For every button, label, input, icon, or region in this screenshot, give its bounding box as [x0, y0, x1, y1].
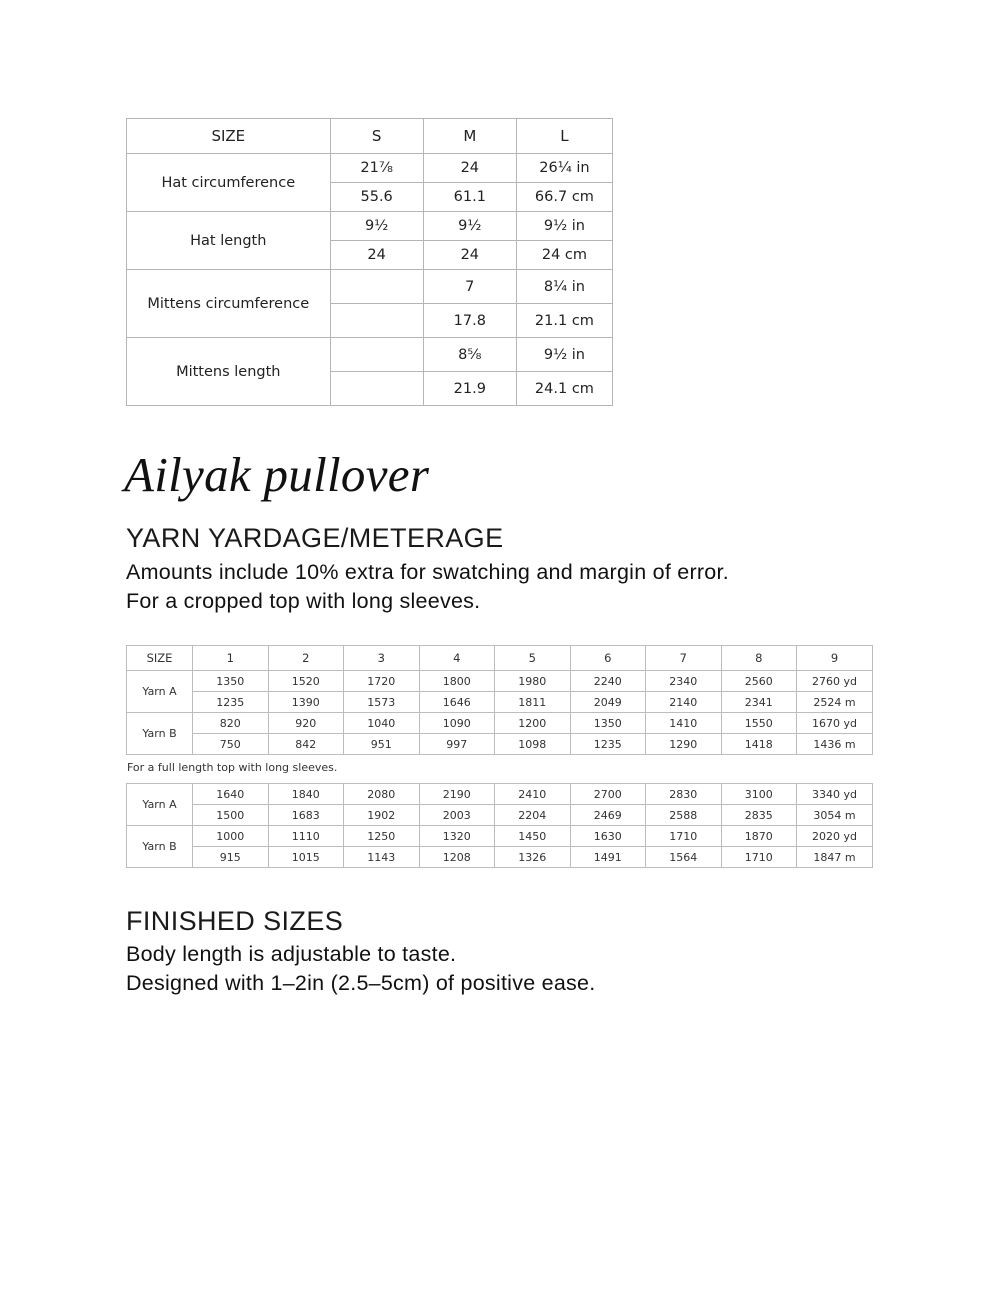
cell: 2700 [570, 784, 646, 805]
cell: 1143 [344, 847, 420, 868]
header-cell: 9 [797, 646, 873, 671]
cell: 2340 [646, 671, 722, 692]
yardage-body [127, 784, 873, 868]
cell: 1491 [570, 847, 646, 868]
cell: 951 [344, 734, 420, 755]
table-row [127, 692, 873, 713]
cell [330, 304, 423, 338]
table-row [127, 212, 613, 241]
cell: 1870 [721, 826, 797, 847]
cell: 1640 [193, 784, 269, 805]
cell: 55.6 [330, 183, 423, 212]
cell: 1200 [495, 713, 571, 734]
header-cell: 6 [570, 646, 646, 671]
cell: 2560 [721, 671, 797, 692]
cell: 1208 [419, 847, 495, 868]
cell: 1683 [268, 805, 344, 826]
cell: 21⅞ [330, 154, 423, 183]
finished-note-length: Body length is adjustable to taste. [126, 942, 457, 966]
cell: 1720 [344, 671, 420, 692]
table-row [127, 826, 873, 847]
table-row [127, 847, 873, 868]
header-cell: 4 [419, 646, 495, 671]
cell: 9½ [330, 212, 423, 241]
table-row [127, 270, 613, 304]
cell: 9½ in [516, 212, 612, 241]
cell: 915 [193, 847, 269, 868]
header-cell: 2 [268, 646, 344, 671]
size-table [126, 118, 613, 406]
header-cell: SIZE [127, 119, 331, 154]
cell: 1090 [419, 713, 495, 734]
cell: 1573 [344, 692, 420, 713]
cell: 24.1 cm [516, 372, 612, 406]
cell: 1630 [570, 826, 646, 847]
cell: 1235 [193, 692, 269, 713]
table-row [127, 671, 873, 692]
cell: 2410 [495, 784, 571, 805]
page-title: Ailyak pullover [124, 447, 430, 502]
cell: 17.8 [423, 304, 516, 338]
cell: 7 [423, 270, 516, 304]
cell [330, 270, 423, 304]
table-row [127, 734, 873, 755]
yarn-label: Yarn B [127, 826, 193, 868]
cell: 2020 yd [797, 826, 873, 847]
cell: 1410 [646, 713, 722, 734]
cell: 1450 [495, 826, 571, 847]
cell: 1646 [419, 692, 495, 713]
cell: 1847 m [797, 847, 873, 868]
cell: 920 [268, 713, 344, 734]
cell: 1500 [193, 805, 269, 826]
cell: 1326 [495, 847, 571, 868]
cell: 1000 [193, 826, 269, 847]
cell: 8¼ in [516, 270, 612, 304]
cell: 8⅝ [423, 338, 516, 372]
cell: 750 [193, 734, 269, 755]
yardage-header [127, 646, 873, 671]
cell: 1564 [646, 847, 722, 868]
cell: 2588 [646, 805, 722, 826]
header-cell: L [516, 119, 612, 154]
table-row [127, 805, 873, 826]
yardage-body [127, 671, 873, 755]
cell: 1390 [268, 692, 344, 713]
table-row [127, 784, 873, 805]
cell: 2049 [570, 692, 646, 713]
cell: 66.7 cm [516, 183, 612, 212]
cell [330, 372, 423, 406]
cell: 61.1 [423, 183, 516, 212]
cell: 2204 [495, 805, 571, 826]
cell [330, 338, 423, 372]
cell: 1902 [344, 805, 420, 826]
cell: 2524 m [797, 692, 873, 713]
cell: 2080 [344, 784, 420, 805]
cell: 820 [193, 713, 269, 734]
full-length-caption: For a full length top with long sleeves. [127, 761, 338, 774]
cell: 1015 [268, 847, 344, 868]
cell: 1710 [646, 826, 722, 847]
cell: 997 [419, 734, 495, 755]
row-label: Mittens length [127, 338, 331, 406]
cell: 2190 [419, 784, 495, 805]
cell: 24 cm [516, 241, 612, 270]
cell: 2140 [646, 692, 722, 713]
yarn-label: Yarn B [127, 713, 193, 755]
cell: 24 [330, 241, 423, 270]
table-row [127, 154, 613, 183]
cell: 2830 [646, 784, 722, 805]
header-cell: 1 [193, 646, 269, 671]
cropped-caption: For a cropped top with long sleeves. [126, 589, 481, 613]
cell: 9½ [423, 212, 516, 241]
header-cell: SIZE [127, 646, 193, 671]
cell: 1290 [646, 734, 722, 755]
cell: 1800 [419, 671, 495, 692]
finished-sizes-heading: FINISHED SIZES [126, 906, 344, 936]
yardage-heading: YARN YARDAGE/METERAGE [126, 523, 504, 553]
table-row [127, 338, 613, 372]
cell: 1436 m [797, 734, 873, 755]
cell: 1710 [721, 847, 797, 868]
yardage-note: Amounts include 10% extra for swatching and margin of error. [126, 560, 729, 584]
cell: 1811 [495, 692, 571, 713]
cell: 2003 [419, 805, 495, 826]
header-cell: 5 [495, 646, 571, 671]
cell: 1098 [495, 734, 571, 755]
cell: 21.1 cm [516, 304, 612, 338]
cell: 2240 [570, 671, 646, 692]
table-row [127, 713, 873, 734]
yarn-label: Yarn A [127, 671, 193, 713]
cell: 1980 [495, 671, 571, 692]
cell: 1110 [268, 826, 344, 847]
cell: 21.9 [423, 372, 516, 406]
header-cell: 3 [344, 646, 420, 671]
finished-note-ease: Designed with 1–2in (2.5–5cm) of positive ease. [126, 971, 596, 995]
cell: 1350 [193, 671, 269, 692]
cell: 3340 yd [797, 784, 873, 805]
header-cell: 7 [646, 646, 722, 671]
cell: 3054 m [797, 805, 873, 826]
cell: 1670 yd [797, 713, 873, 734]
header-cell: M [423, 119, 516, 154]
header-cell: 8 [721, 646, 797, 671]
cell: 24 [423, 241, 516, 270]
cell: 1040 [344, 713, 420, 734]
cell: 24 [423, 154, 516, 183]
cell: 1418 [721, 734, 797, 755]
cell: 1235 [570, 734, 646, 755]
cell: 1320 [419, 826, 495, 847]
cell: 1250 [344, 826, 420, 847]
yardage-table-cropped [126, 645, 873, 755]
size-table-header [127, 119, 613, 154]
cell: 1550 [721, 713, 797, 734]
cell: 2469 [570, 805, 646, 826]
cell: 1520 [268, 671, 344, 692]
row-label: Hat circumference [127, 154, 331, 212]
row-label: Hat length [127, 212, 331, 270]
yarn-label: Yarn A [127, 784, 193, 826]
yardage-table-full [126, 783, 873, 868]
cell: 1350 [570, 713, 646, 734]
cell: 2760 yd [797, 671, 873, 692]
header-cell: S [330, 119, 423, 154]
row-label: Mittens circumference [127, 270, 331, 338]
cell: 3100 [721, 784, 797, 805]
cell: 842 [268, 734, 344, 755]
cell: 2341 [721, 692, 797, 713]
cell: 1840 [268, 784, 344, 805]
cell: 9½ in [516, 338, 612, 372]
cell: 2835 [721, 805, 797, 826]
cell: 26¼ in [516, 154, 612, 183]
